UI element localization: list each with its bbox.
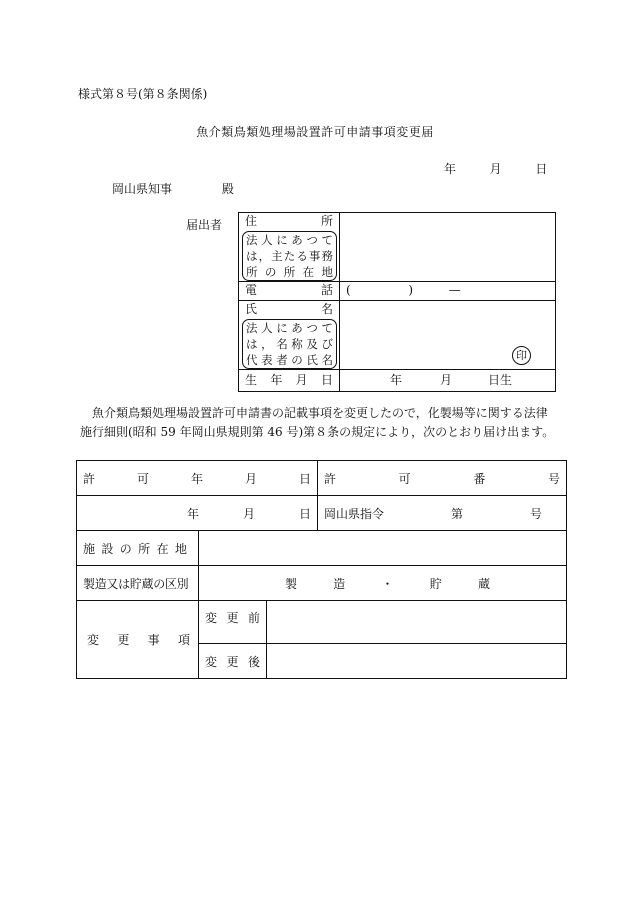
change-table bbox=[76, 460, 567, 679]
form-number: 様式第８号(第８条関係) bbox=[78, 87, 208, 101]
birth-value-field[interactable]: 年 月 日生 bbox=[340, 370, 556, 392]
applicant-table bbox=[238, 212, 556, 392]
permit-number-label-cell: 許 可 番 号 bbox=[318, 461, 567, 496]
date-year: 年 bbox=[444, 162, 457, 176]
body-line-1: 魚介類鳥類処理場設置許可申請書の記載事項を変更したので，化製場等に関する法律 bbox=[92, 406, 548, 420]
permit-date-field[interactable]: 年 月 日 bbox=[77, 496, 318, 531]
facility-location-label-cell: 施 設 の 所 在 地 bbox=[77, 531, 199, 566]
category-field[interactable]: 製 造 ・ 貯 蔵 bbox=[199, 566, 567, 601]
before-field[interactable] bbox=[267, 601, 567, 644]
phone-value-field[interactable]: ( ) — bbox=[340, 282, 556, 301]
date-day: 日 bbox=[535, 162, 548, 176]
address-label-cell: 住 所 法 人 に あ つ て は ， 主 た る 事 務 所 の 所 在 地 bbox=[239, 213, 340, 282]
facility-location-field[interactable] bbox=[199, 531, 567, 566]
seal-mark: 印 bbox=[512, 346, 531, 365]
address-value-field[interactable] bbox=[340, 213, 556, 282]
permit-date-label-cell: 許 可 年 月 日 bbox=[77, 461, 318, 496]
addressee-honorific: 殿 bbox=[221, 182, 234, 196]
after-field[interactable] bbox=[267, 644, 567, 679]
date-line bbox=[444, 160, 547, 177]
body-line-2: 施行細則(昭和 59 年岡山県規則第 46 号)第８条の規定により，次のとおり届け出ます。 bbox=[80, 425, 555, 439]
after-label-cell: 変 更 後 bbox=[199, 644, 267, 679]
name-value-field[interactable] bbox=[340, 301, 556, 370]
address-note: 法 人 に あ つ て は ， 主 た る 事 務 所 の 所 在 地 bbox=[242, 231, 337, 281]
name-note: 法 人 に あ つ て は ， 名 称 及 び 代 表 者 の 氏 名 bbox=[242, 319, 337, 369]
change-items-label-cell: 変 更 事 項 bbox=[77, 601, 199, 679]
before-label-cell: 変 更 前 bbox=[199, 601, 267, 644]
applicant-label: 届出者 bbox=[186, 218, 223, 232]
document-title: 魚介類鳥類処理場設置許可申請事項変更届 bbox=[196, 125, 434, 139]
name-label-cell: 氏 名 法 人 に あ つ て は ， 名 称 及 び 代 表 者 の 氏 名 bbox=[239, 301, 340, 370]
addressee-name: 岡山県知事 bbox=[112, 182, 173, 196]
date-month: 月 bbox=[489, 162, 502, 176]
permit-number-field[interactable]: 岡山県指令 第 号 bbox=[318, 496, 567, 531]
body-text bbox=[80, 404, 570, 442]
birth-label-cell: 生 年 月 日 bbox=[239, 370, 340, 392]
category-label-cell: 製造又は貯蔵の区別 bbox=[77, 566, 199, 601]
addressee bbox=[112, 180, 234, 197]
phone-label-cell: 電 話 bbox=[239, 282, 340, 301]
